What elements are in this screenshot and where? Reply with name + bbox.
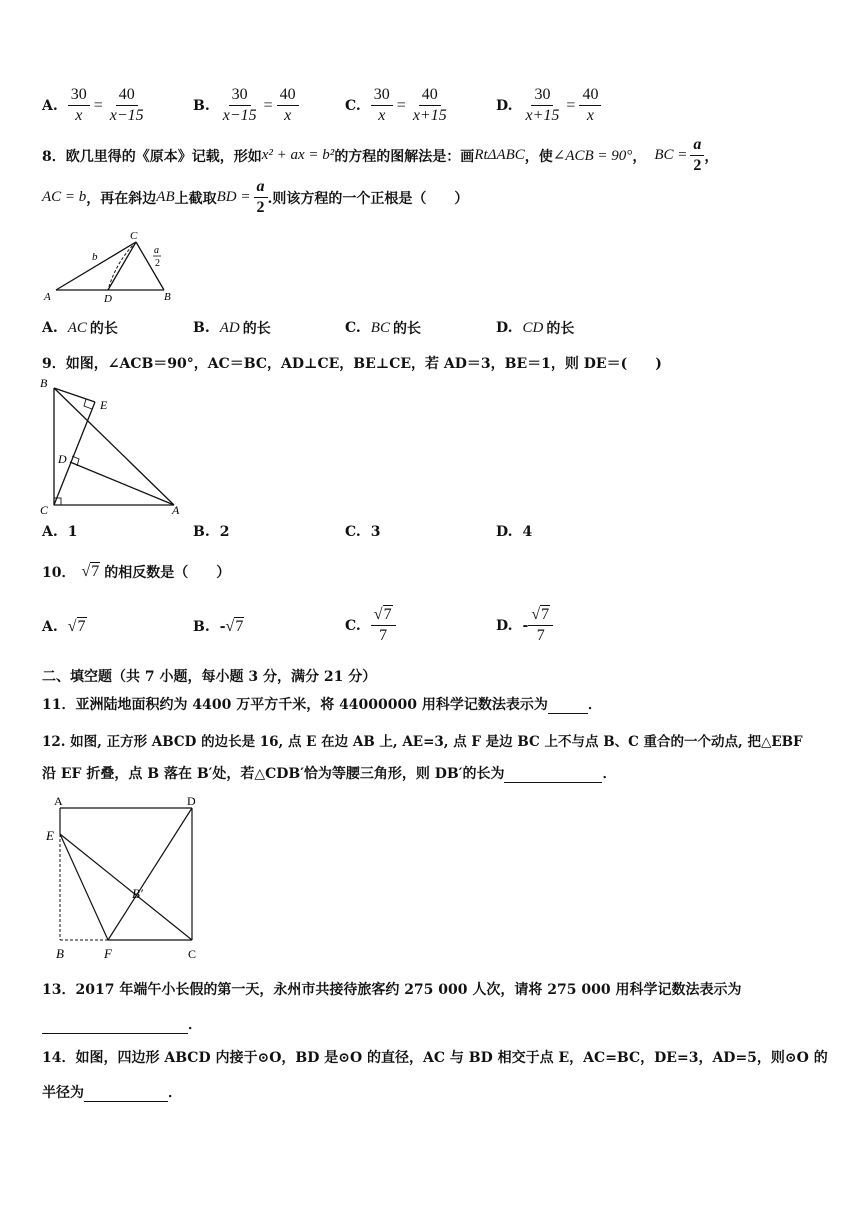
label-B: B: [40, 376, 48, 390]
label-B: B: [164, 291, 171, 303]
answer-blank: [504, 766, 602, 783]
q12-line-2: 沿 EF 折叠，点 B 落在 B′处，若△CDB′恰为等腰三角形，则 DB′的长为 ．: [42, 766, 617, 782]
q7-option-a: A. $\frac{30}{x}$ = $\frac{40}{x-15}$: [42, 86, 147, 125]
label-F: F: [104, 946, 112, 961]
q7-option-d: D. $\frac{30}{x+15}$ = $\frac{40}{x}$: [496, 86, 601, 125]
fraction-right: $\frac{40}{x-15}$: [109, 86, 144, 124]
option-label: C.: [345, 97, 361, 114]
fraction-right: $\frac{40}{x+15}$: [412, 86, 447, 124]
label-a: a: [154, 245, 159, 256]
label-A: A: [172, 503, 180, 516]
q8-line-1: 8． 欧几里得的《原本》记载，形如 x² + ax = b² 的方程的图解法是：画 RtΔABC ，使 ∠ACB = 90° ， BC = $\frac{a}{2}$ ，: [42, 136, 719, 174]
label-A: A: [44, 291, 51, 303]
fraction-left: $\frac{30}{x}$: [68, 86, 90, 125]
option-label: A.: [42, 97, 58, 114]
option-label: D.: [496, 97, 513, 114]
q10-option-a: A. √7: [42, 618, 86, 635]
q7-option-b: B. $\frac{30}{x-15}$ = $\frac{40}{x}$: [193, 86, 299, 125]
q9-figure: [36, 374, 186, 516]
label-D: D: [187, 794, 196, 808]
q8-option-b: B. AD 的长: [193, 319, 271, 337]
fraction-right: $\frac{40}{x}$: [579, 86, 601, 125]
fraction-right: $\frac{40}{x}$: [277, 86, 299, 125]
q9-option-b: B. 2: [193, 524, 230, 540]
q8-option-c: C. BC 的长: [345, 319, 421, 337]
answer-blank: [548, 697, 588, 714]
label-2: 2: [155, 258, 160, 269]
q12-line-1: 12. 如图, 正方形 ABCD 的边长是 16, 点 E 在边 AB 上, AE=3, 点 F 是边 BC 上不与点 B、C 重合的一个动点, 把△EBF: [42, 734, 803, 750]
q11-stem: 11．亚洲陆地面积约为 4400 万平方千米，将 44000000 用科学记数法表示为 ．: [42, 697, 602, 713]
label-B: B: [56, 946, 64, 961]
label-A: A: [54, 794, 63, 808]
q8-option-d: D. CD 的长: [496, 319, 575, 337]
q10-option-b: B. - √7: [193, 618, 244, 635]
label-E: E: [100, 398, 108, 412]
answer-blank: [42, 1017, 188, 1034]
q7-option-c: C. $\frac{30}{x}$ = $\frac{40}{x+15}$: [345, 86, 450, 125]
fraction-left: $\frac{30}{x+15}$: [525, 86, 560, 124]
option-label: B.: [193, 97, 210, 114]
q10-option-c: C. $\frac{√7}{7}$: [345, 606, 396, 645]
q9-option-a: A. 1: [42, 524, 78, 540]
q8-figure: [40, 228, 190, 308]
answer-blank: [84, 1085, 168, 1102]
label-D: D: [58, 452, 67, 466]
label-E: E: [46, 828, 54, 843]
q10-option-d: D. - $\frac{√7}{7}$: [496, 606, 553, 645]
label-Bprime: B′: [132, 886, 143, 901]
q10-stem: 10． √7 的相反数是（ ）: [42, 563, 231, 581]
q14-line-2: 半径为 ．: [42, 1085, 182, 1101]
label-C: C: [40, 503, 49, 516]
fraction-left: $\frac{30}{x}$: [371, 86, 393, 125]
label-C: C: [130, 230, 138, 242]
q9-stem: 9．如图，∠ACB＝90°，AC＝BC，AD⊥CE，BE⊥CE，若 AD＝3，BE＝1，则 DE＝( ): [42, 356, 662, 372]
section-title: 二、填空题（共 7 小题，每小题 3 分，满分 21 分）: [42, 669, 377, 685]
q13-line-1: 13．2017 年端午小长假的第一天，永州市共接待旅客约 275 000 人次，请将 275 000 用科学记数法表示为: [42, 982, 742, 998]
q9-option-d: D. 4: [496, 524, 533, 540]
bc-fraction: $\frac{a}{2}$: [690, 136, 704, 175]
fraction-left: $\frac{30}{x-15}$: [222, 86, 257, 124]
q13-line-2: ．: [42, 1014, 202, 1034]
q9-option-c: C. 3: [345, 524, 381, 540]
label-b: b: [92, 251, 98, 263]
q12-figure: [40, 790, 210, 966]
q14-line-1: 14．如图，四边形 ABCD 内接于⊙O，BD 是⊙O 的直径，AC 与 BD 相交于点 E，AC=BC，DE=3，AD=5，则⊙O 的: [42, 1050, 828, 1066]
label-C: C: [188, 947, 197, 961]
label-D: D: [104, 293, 112, 305]
q8-option-a: A. AC 的长: [42, 319, 118, 337]
q8-line-2: AC = b ，再在斜边 AB 上截取 BD = $\frac{a}{2}$ .则该方程的一个正根是（ ）: [42, 178, 469, 216]
bd-fraction: $\frac{a}{2}$: [254, 178, 268, 217]
